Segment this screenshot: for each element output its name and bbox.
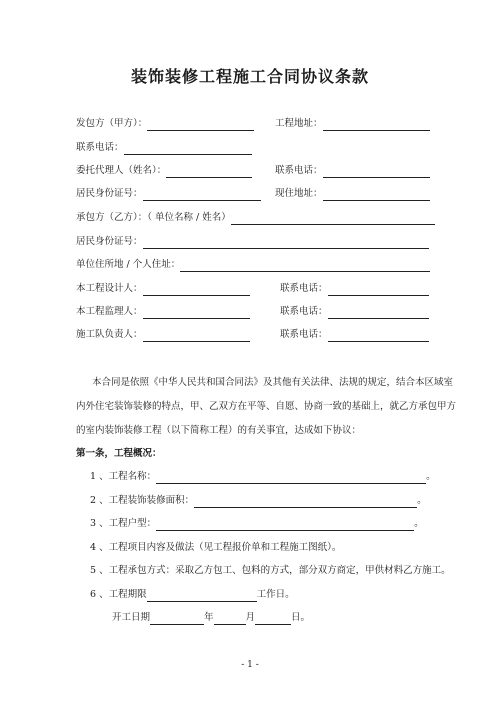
article-1-heading: 第一条，工程概况： — [76, 448, 162, 459]
agent-field[interactable] — [76, 164, 252, 178]
page-number: - 1 - — [241, 660, 259, 670]
party-a-id-field[interactable] — [76, 187, 261, 201]
designer-blank[interactable] — [143, 284, 250, 296]
item-project-name-label: 1 、工程名称： — [90, 471, 157, 482]
party-a-phone-blank[interactable] — [124, 143, 252, 155]
party-a-phone-field[interactable] — [76, 141, 252, 155]
intro-line-2: 内外住宅装饰装修的特点，甲、乙双方在平等、自愿、协商一致的基础上，就乙方承包甲方 — [76, 401, 457, 412]
item-contents-text: 4 、工程项目内容及做法（见工程报价单和工程施工图纸）。 — [90, 542, 342, 553]
start-day-label: 日。 — [291, 612, 311, 623]
supervisor-phone-label: 联系电话： — [280, 306, 328, 317]
designer-label: 本工程设计人： — [76, 283, 143, 294]
row-party-a-id — [76, 187, 426, 201]
agent-phone-label: 联系电话： — [275, 165, 323, 176]
row-party-b — [76, 211, 426, 225]
party-a-blank[interactable] — [147, 119, 254, 131]
project-address-blank[interactable] — [323, 119, 430, 131]
start-year-label: 年 — [204, 612, 214, 623]
party-a-id-label: 居民身份证号： — [76, 188, 143, 199]
row-agent — [76, 164, 426, 178]
party-b-id-label: 居民身份证号： — [76, 236, 143, 247]
supervisor-field[interactable] — [76, 305, 250, 319]
item-layout-period: 。 — [414, 518, 424, 529]
residence-label: 现住地址： — [275, 188, 323, 199]
party-b-blank[interactable] — [231, 213, 435, 225]
item-area-blank[interactable] — [194, 496, 417, 508]
party-a-label: 发包方（甲方）： — [76, 118, 148, 129]
supervisor-label: 本工程监理人： — [76, 306, 143, 317]
party-b-label: 承包方（乙方）：（ 单位名称 / 姓名） — [76, 212, 231, 223]
row-party-b-address — [76, 258, 426, 272]
designer-phone-field[interactable] — [280, 282, 429, 296]
designer-phone-blank[interactable] — [328, 284, 429, 296]
supervisor-blank[interactable] — [143, 307, 250, 319]
agent-phone-field[interactable] — [275, 164, 430, 178]
designer-field[interactable] — [76, 282, 250, 296]
row-party-b-id — [76, 235, 426, 249]
item-project-name[interactable] — [90, 470, 436, 484]
item-area-label: 2 、工程装饰装修面积： — [90, 495, 195, 506]
intro-line-3: 的室内装饰装修工程（以下简称工程）的有关事宜，达成如下协议： — [76, 425, 362, 436]
project-address-label: 工程地址： — [275, 118, 323, 129]
party-a-phone-label: 联系电话： — [76, 142, 124, 153]
item-duration-prefix: 6 、工程期限 — [90, 589, 147, 600]
party-b-field[interactable] — [76, 211, 435, 225]
party-b-address-label: 单位住所地 / 个人住址： — [76, 259, 181, 270]
start-month-blank[interactable] — [214, 613, 246, 625]
foreman-phone-field[interactable] — [280, 328, 429, 342]
row-party-a — [76, 117, 426, 131]
row-party-a-phone — [76, 141, 426, 155]
foreman-phone-blank[interactable] — [328, 330, 429, 342]
item-project-name-blank[interactable] — [156, 472, 426, 484]
foreman-phone-label: 联系电话： — [280, 329, 328, 340]
foreman-label: 施工队负责人： — [76, 329, 143, 340]
item-contract-mode — [90, 564, 451, 578]
item-layout-label: 3 、工程户型： — [90, 518, 157, 529]
party-b-id-field[interactable] — [76, 235, 429, 249]
item-layout-blank[interactable] — [156, 519, 414, 531]
start-day-blank[interactable] — [255, 613, 291, 625]
agent-label: 委托代理人（姓名）： — [76, 165, 167, 176]
party-a-field[interactable] — [76, 117, 254, 131]
residence-blank[interactable] — [323, 189, 430, 201]
supervisor-phone-blank[interactable] — [328, 307, 429, 319]
agent-blank[interactable] — [166, 166, 252, 178]
intro-line-1: 本合同是依照《中华人民共和国合同法》及其他有关法律、法规的规定，结合本区域室 — [92, 377, 454, 388]
item-area-period: 。 — [417, 495, 427, 506]
row-designer — [76, 282, 426, 296]
start-date[interactable] — [112, 611, 310, 625]
item-project-name-period: 。 — [426, 471, 436, 482]
foreman-blank[interactable] — [143, 330, 250, 342]
party-b-id-blank[interactable] — [143, 237, 429, 249]
supervisor-phone-field[interactable] — [280, 305, 429, 319]
residence-field[interactable] — [275, 187, 430, 201]
agent-phone-blank[interactable] — [323, 166, 430, 178]
item-contents — [90, 541, 341, 555]
item-duration-suffix: 工作日。 — [256, 589, 295, 600]
start-month-label: 月 — [245, 612, 256, 623]
item-duration-blank[interactable] — [147, 590, 257, 602]
row-foreman — [76, 328, 426, 342]
party-b-address-field[interactable] — [76, 258, 430, 272]
item-duration[interactable] — [90, 588, 295, 602]
item-layout[interactable] — [90, 517, 424, 531]
item-contract-mode-text: 5 、工程承包方式：采取乙方包工、包料的方式，部分双方商定，甲供材料乙方施工。 — [90, 565, 451, 576]
designer-phone-label: 联系电话： — [280, 283, 328, 294]
start-year-blank[interactable] — [150, 613, 204, 625]
row-supervisor — [76, 305, 426, 319]
party-b-address-blank[interactable] — [180, 260, 430, 272]
party-a-id-blank[interactable] — [143, 189, 261, 201]
project-address-field[interactable] — [275, 117, 430, 131]
start-date-label: 开工日期 — [112, 612, 151, 623]
document-title: 装饰装修工程施工合同协议条款 — [130, 67, 369, 86]
foreman-field[interactable] — [76, 328, 250, 342]
item-area[interactable] — [90, 494, 427, 508]
